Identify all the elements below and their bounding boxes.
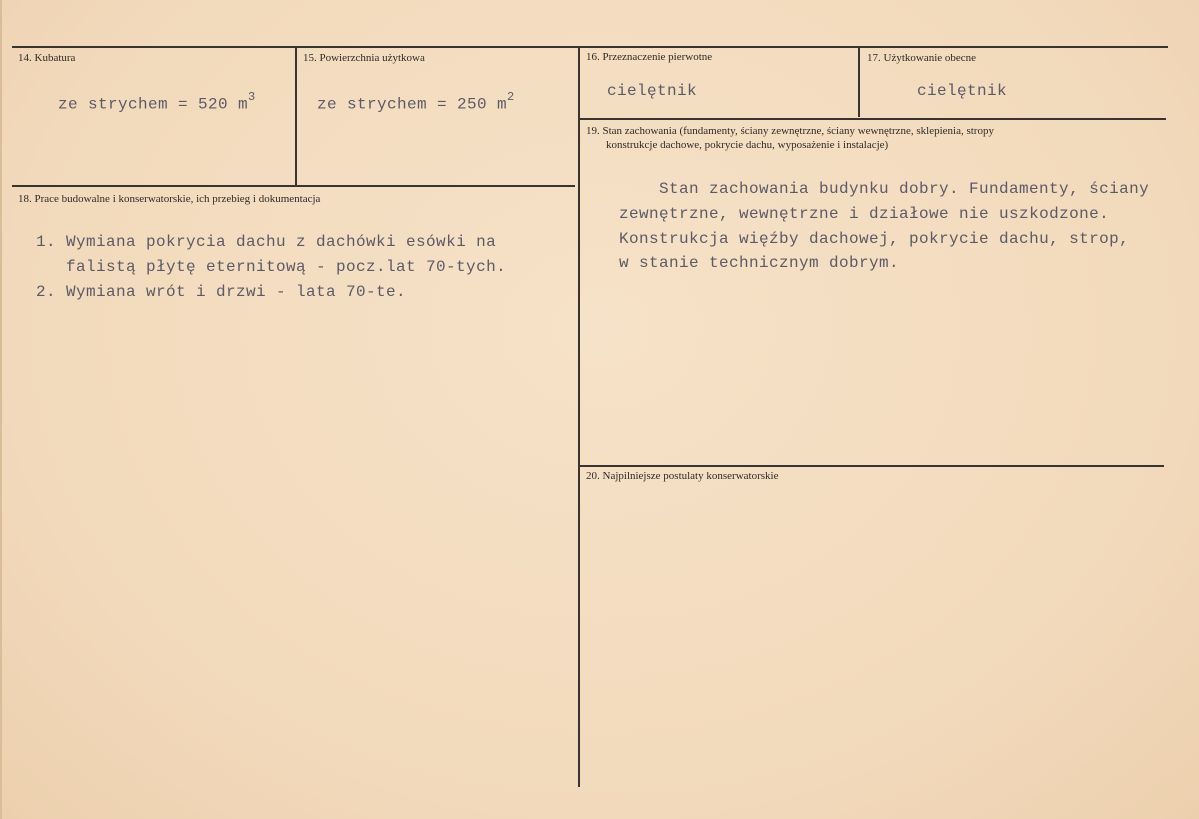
field-16-value: cielętnik xyxy=(607,82,698,100)
field-15-exponent: 2 xyxy=(507,90,515,104)
field-20-label: 20. Najpilniejsze postulaty konserwatorskie xyxy=(586,470,779,482)
field-19-line-3: Konstrukcja więźby dachowej, pokrycie dachu, strop, xyxy=(619,230,1130,248)
rule-above-20 xyxy=(579,465,1164,467)
field-17-value: cielętnik xyxy=(917,82,1008,100)
field-14-exponent: 3 xyxy=(248,90,256,104)
field-18-line-3: 2. Wymiana wrót i drzwi - lata 70-te. xyxy=(36,283,407,301)
field-18-line-2: falistą płytę eternitową - pocz.lat 70-tych. xyxy=(66,258,507,276)
rule-under-16-17 xyxy=(579,118,1166,120)
field-16-label: 16. Przeznaczenie pierwotne xyxy=(586,51,713,63)
field-14-text: ze strychem = 520 m xyxy=(58,95,249,114)
field-18-label: 18. Prace budowalne i konserwatorskie, ich przebieg i dokumentacja xyxy=(18,193,321,205)
field-19-label-line1: 19. Stan zachowania (fundamenty, ściany zewnętrzne, ściany wewnętrzne, sklepienia, stropy xyxy=(586,125,994,137)
field-15-value xyxy=(317,92,515,113)
top-rule xyxy=(12,46,1168,48)
field-17-label: 17. Użytkowanie obecne xyxy=(867,52,977,64)
field-15-text: ze strychem = 250 m xyxy=(317,95,508,114)
divider-16-17 xyxy=(858,47,860,117)
field-15-label: 15. Powierzchnia użytkowa xyxy=(303,52,425,64)
field-19-line-4: w stanie technicznym dobrym. xyxy=(619,254,900,272)
rule-under-14-15 xyxy=(12,185,575,187)
field-14-label: 14. Kubatura xyxy=(18,52,76,64)
field-14-value xyxy=(58,92,256,113)
divider-14-15 xyxy=(295,47,297,185)
field-18-line-1: 1. Wymiana pokrycia dachu z dachówki esówki na xyxy=(36,233,497,251)
field-19-line-2: zewnętrzne, wewnętrzne i działowe nie uszkodzone. xyxy=(619,205,1110,223)
field-19-line-1: Stan zachowania budynku dobry. Fundamenty, ściany xyxy=(659,180,1150,198)
center-divider xyxy=(578,47,580,787)
field-19-label-line2: konstrukcje dachowe, pokrycie dachu, wyposażenie i instalacje) xyxy=(606,139,889,151)
